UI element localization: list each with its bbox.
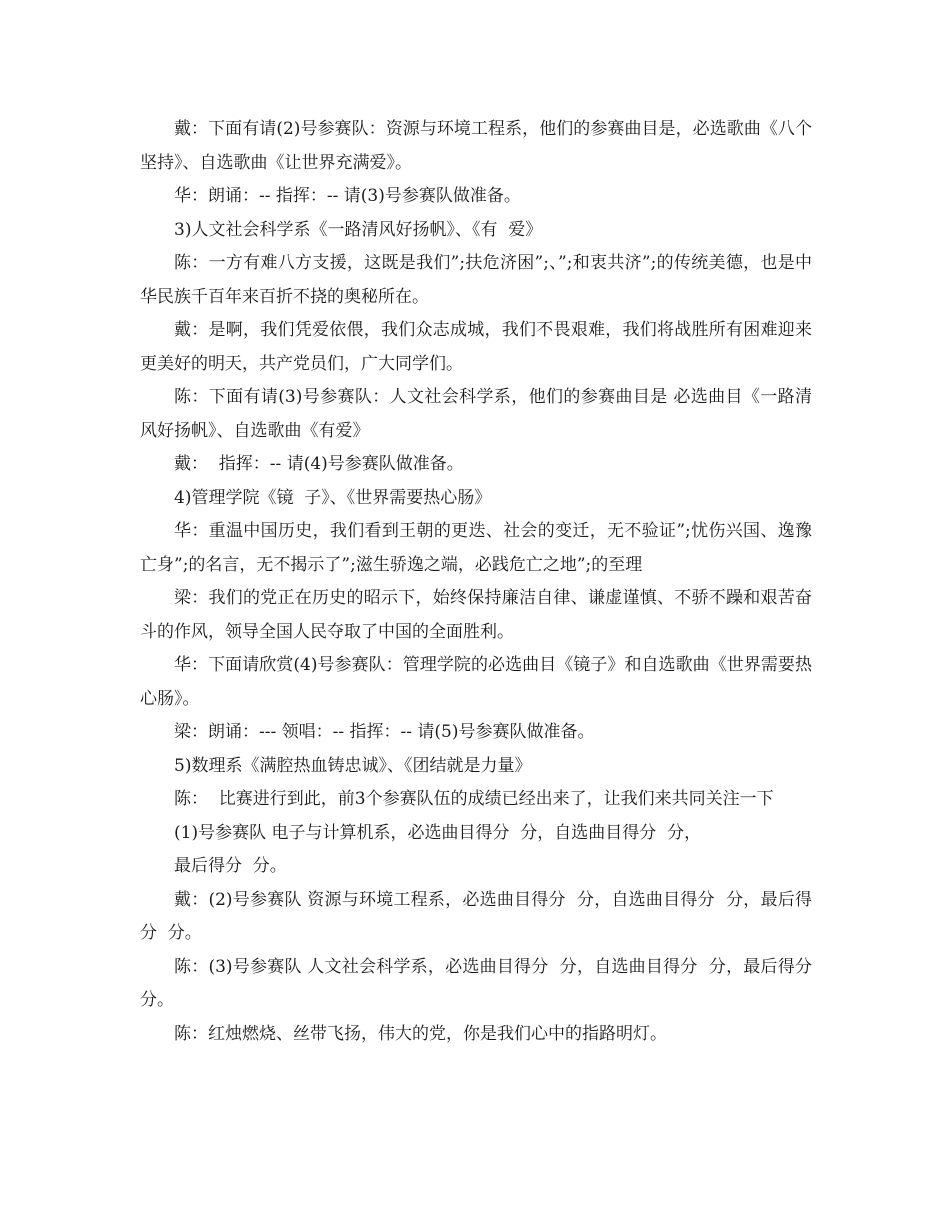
paragraph-chen-team3-intro: 陈：下面有请(3)号参赛队：人文社会科学系，他们的参赛曲目是 必选曲目《一路清风好扬帆》、自选歌曲《有爱》 [140, 387, 812, 441]
paragraph-dai-conduct: 戴： 指挥：-- 请(4)号参赛队做准备。 [174, 454, 464, 474]
paragraph-chen-team3-score: 陈：(3)号参赛队 人文社会科学系，必选曲目得分 分，自选曲目得分 分，最后得分 分。 [140, 956, 823, 1010]
paragraph-chen-mutual-aid: 陈：一方有难八方支援，这既是我们”;扶危济困”;、”;和衷共济”;的传统美德，也是中华民族千百年来百折不挠的奥秘所在。 [140, 253, 812, 307]
paragraph-liang-recite-lead: 梁：朗诵：--- 领唱：-- 指挥：-- 请(5)号参赛队做准备。 [174, 722, 595, 742]
paragraph-team5-heading: 5)数理系《满腔热血铸忠诚》、《团结就是力量》 [174, 755, 532, 776]
paragraph-dai-team2-score: 戴：(2)号参赛队 资源与环境工程系，必选曲目得分 分，自选曲目得分 分，最后得分 分。 [140, 889, 812, 943]
paragraph-team4-heading: 4)管理学院《镜 子》、《世界需要热心肠》 [174, 487, 492, 508]
paragraph-team3-heading: 3)人文社会科学系《一路清风好扬帆》、《有 爱》 [174, 219, 543, 240]
paragraph-team1-score: (1)号参赛队 电子与计算机系，必选曲目得分 分，自选曲目得分 分， [174, 822, 702, 843]
paragraph-liang-party: 梁：我们的党正在历史的昭示下，始终保持廉洁自律、谦虚谨慎、不骄不躁和艰苦奋斗的作风，领导全国人民夺取了中国的全面胜利。 [140, 588, 812, 642]
paragraph-hua-recite-conduct: 华：朗诵：-- 指挥：-- 请(3)号参赛队做准备。 [174, 186, 521, 206]
document-body [140, 113, 823, 1051]
paragraph-hua-history: 华：重温中国历史，我们看到王朝的更迭、社会的变迁，无不验证”;忧伤兴国、逸豫亡身”;的名言，无不揭示了”;滋生骄逸之端，必践危亡之地”;的至理 [140, 521, 812, 575]
paragraph-chen-candle: 陈：红烛燃烧、丝带飞扬，伟大的党，你是我们心中的指路明灯。 [174, 1023, 667, 1044]
paragraph-hua-team4-intro: 华：下面请欣赏(4)号参赛队：管理学院的必选曲目《镜子》和自选歌曲《世界需要热心肠》。 [140, 655, 812, 709]
paragraph-dai-team2-intro: 戴：下面有请(2)号参赛队：资源与环境工程系，他们的参赛曲目是，必选歌曲《八个坚持》、自选歌曲《让世界充满爱》。 [140, 119, 812, 173]
paragraph-team1-final: 最后得分 分。 [174, 856, 287, 876]
paragraph-dai-together: 戴：是啊，我们凭爱依偎，我们众志成城，我们不畏艰难，我们将战胜所有困难迎来更美好的明天，共产党员们，广大同学们。 [140, 320, 812, 374]
paragraph-chen-results-intro: 陈： 比赛进行到此，前3个参赛队伍的成绩已经出来了，让我们来共同关注一下 [174, 789, 774, 809]
